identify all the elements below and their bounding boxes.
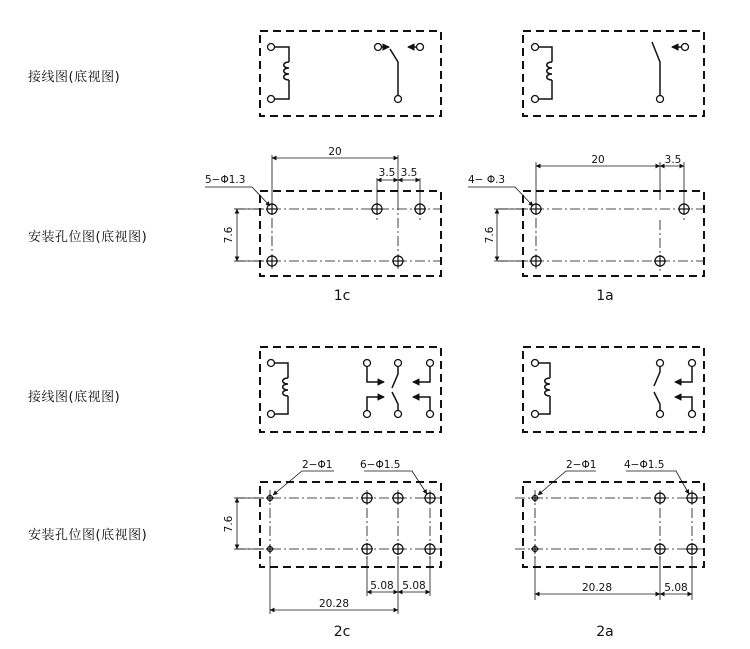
large-hole bbox=[654, 492, 666, 504]
switch-contact-1a bbox=[652, 42, 689, 103]
holes-1a bbox=[530, 203, 690, 267]
dim-1c-pitch-b: 3.5 bbox=[400, 167, 418, 179]
small-hole bbox=[531, 494, 539, 502]
wiring-diagram-1c bbox=[260, 31, 441, 116]
dim-1a-height: 7.6 bbox=[484, 226, 496, 244]
dim-2a-small-hole-note: 2−Φ1 bbox=[566, 459, 597, 471]
wiring-diagram-1a bbox=[523, 31, 704, 116]
outline-1c bbox=[260, 191, 441, 276]
dim-2a-pitch: 5.08 bbox=[664, 582, 688, 594]
centerlines-2a bbox=[515, 490, 705, 560]
row-label-mounting-2: 安装孔位图(底视图) bbox=[28, 528, 148, 543]
wiring-diagram-2c bbox=[260, 347, 441, 432]
hole bbox=[678, 203, 690, 215]
switch-contacts-2c bbox=[364, 360, 434, 418]
large-hole bbox=[424, 543, 436, 555]
row-label-mounting-1: 安装孔位图(底视图) bbox=[28, 230, 148, 245]
small-hole bbox=[266, 545, 274, 553]
dim-2c-width: 20.28 bbox=[318, 598, 350, 610]
dim-2c-small-hole-note: 2−Φ1 bbox=[302, 459, 333, 471]
wiring-diagram-2a bbox=[523, 347, 704, 432]
large-hole bbox=[686, 492, 698, 504]
dim-1c-pitch-a: 3.5 bbox=[378, 167, 396, 179]
coil-2c bbox=[268, 360, 289, 418]
hole bbox=[266, 255, 278, 267]
large-hole bbox=[392, 543, 404, 555]
dim-2c-pitch-b: 5.08 bbox=[402, 580, 426, 592]
centerlines-1a bbox=[498, 200, 705, 272]
small-hole bbox=[531, 545, 539, 553]
mounting-diagram-2c bbox=[234, 471, 442, 614]
hole bbox=[530, 255, 542, 267]
dimension-lines-2c bbox=[234, 471, 430, 614]
dim-2c-pitch-a: 5.08 bbox=[370, 580, 394, 592]
variant-label-2c: 2c bbox=[333, 624, 351, 640]
outline-1a bbox=[523, 191, 704, 276]
coil-2a bbox=[532, 360, 551, 418]
large-hole bbox=[361, 492, 373, 504]
dim-2c-large-hole-note: 6−Φ1.5 bbox=[360, 459, 401, 471]
switch-contact-1c bbox=[375, 44, 424, 103]
large-hole bbox=[361, 543, 373, 555]
row-label-wiring-1: 接线图(底视图) bbox=[28, 70, 121, 85]
dim-1c-hole-note: 5−Φ1.3 bbox=[205, 174, 246, 186]
dim-2c-height: 7.6 bbox=[223, 515, 235, 533]
hole bbox=[414, 203, 426, 215]
row-label-wiring-2: 接线图(底视图) bbox=[28, 390, 121, 405]
dim-1c-width: 20 bbox=[328, 146, 342, 158]
holes-2a bbox=[531, 492, 698, 555]
large-hole bbox=[686, 543, 698, 555]
dim-2a-large-hole-note: 4−Φ1.5 bbox=[624, 459, 665, 471]
holes-1c bbox=[266, 203, 426, 267]
hole bbox=[371, 203, 383, 215]
dim-1a-pitch: 3.5 bbox=[664, 154, 682, 166]
dimension-text bbox=[205, 146, 688, 610]
holes-2c bbox=[266, 492, 436, 555]
small-hole bbox=[266, 494, 274, 502]
large-hole bbox=[654, 543, 666, 555]
dim-2a-width: 20.28 bbox=[581, 582, 613, 594]
hole bbox=[654, 255, 666, 267]
outline-2c bbox=[260, 482, 441, 567]
large-hole bbox=[424, 492, 436, 504]
dim-1a-hole-note: 4− Φ.3 bbox=[468, 174, 506, 186]
hole bbox=[392, 255, 404, 267]
hole bbox=[266, 203, 278, 215]
dim-1c-height: 7.6 bbox=[223, 226, 235, 244]
variant-label-1c: 1c bbox=[333, 288, 351, 304]
variant-label-1a: 1a bbox=[596, 288, 614, 304]
coil-1a bbox=[532, 44, 553, 103]
mounting-diagram-2a bbox=[515, 471, 705, 600]
switch-contacts-2a bbox=[654, 360, 696, 418]
coil-1c bbox=[268, 44, 290, 103]
dimension-lines-2a bbox=[535, 471, 692, 600]
wiring-frame-2a bbox=[523, 347, 704, 432]
outline-2a bbox=[523, 482, 704, 567]
variant-label-2a: 2a bbox=[596, 624, 614, 640]
large-hole bbox=[392, 492, 404, 504]
dim-1a-width: 20 bbox=[591, 154, 605, 166]
